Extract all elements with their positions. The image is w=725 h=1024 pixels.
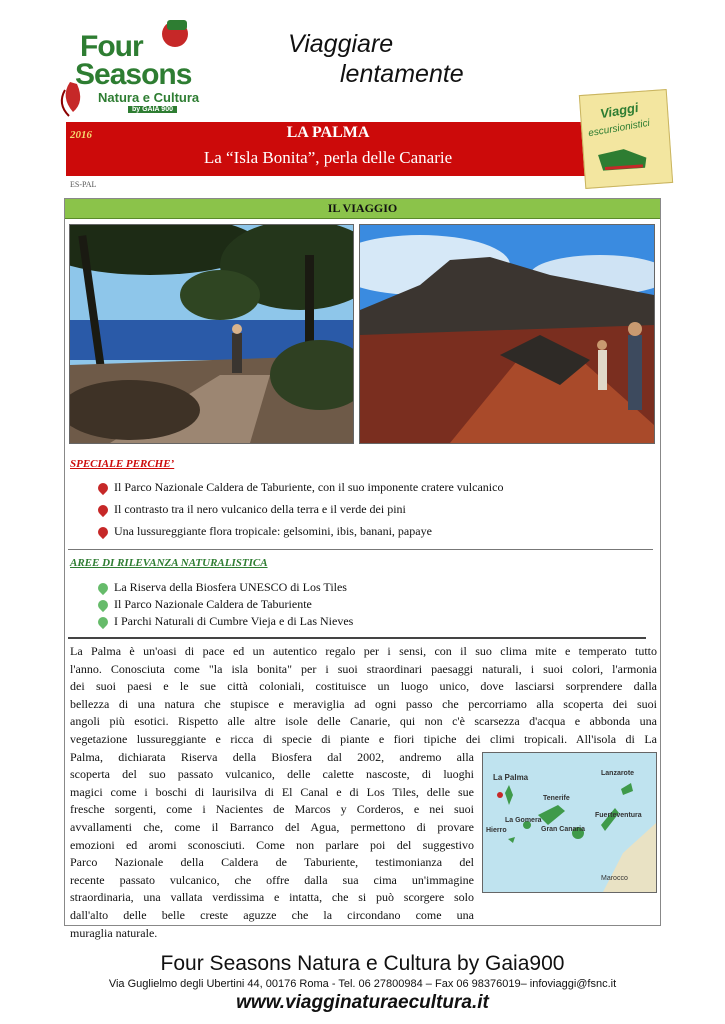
- logo-by: by GAIA 900: [128, 106, 177, 113]
- paragraph-line: magici come i boschi di laurisilva di El Canal e di Los Tiles, delle sue: [70, 784, 474, 799]
- paragraph-line: bellezza di una natura che stupisce e meraviglia ad ogni passo che percorriamo alla scoperta dei suoi: [70, 696, 657, 711]
- map-label-la-gomera: La Gomera: [505, 817, 542, 824]
- banner-title: LA PALMA: [286, 124, 370, 141]
- logo-subtitle: Natura e Cultura: [98, 90, 200, 105]
- forest-trail-photo: [69, 224, 354, 444]
- footer-address: Via Guglielmo degli Ubertini 44, 00176 Roma - Tel. 06 27800984 – Fax 06 98376019– infoviaggi@fsnc.it: [108, 978, 617, 990]
- paragraph-line: muraglia naturale.: [70, 925, 158, 940]
- stamp-text-viaggi: Viaggi: [598, 99, 640, 122]
- paragraph-line: Parco Nazionale della Caldera de Taburiente, testimonianza del: [70, 855, 474, 870]
- paragraph-line: avvallamenti che, come il Barranco del Agua, permettono di provare: [70, 819, 474, 834]
- paragraph-line: fresche sorgenti, come i Nacientes de Marcos y Corderos, e nei suoi: [70, 802, 474, 817]
- map-label-fuerteventura: Fuerteventura: [595, 812, 642, 819]
- divider: [68, 549, 653, 550]
- paragraph-line: La Palma è un'oasi di pace ed un autentico regalo per i sensi, con il suo clima mite e temperato tutto: [70, 644, 657, 658]
- paragraph-line: vegetazione lussureggiante e ricca di specie di piante e fiori tipiche dei climi tropicali. All'isola di La: [70, 731, 657, 746]
- logo-word-seasons: Seasons: [75, 58, 192, 91]
- banner-year: 2016: [70, 129, 92, 141]
- paragraph-line: angoli più esotici. Rispetto alle altre isole delle Canarie, qui non c'è scarsezza d'acqua e abbonda una: [70, 714, 657, 729]
- aree-item: Il Parco Nazionale Caldera de Taburiente: [114, 597, 312, 611]
- banner-subtitle: La “Isla Bonita”, perla delle Canarie: [203, 148, 453, 167]
- paragraph-line: l'anno. Conosciuta come "la isla bonita" per i suoi straordinari paesaggi naturali, i suoi colori, l'armonia: [70, 661, 657, 676]
- paragraph-line: scoperta del suo passato vulcanico, delle calette nascoste, di luoghi: [70, 767, 474, 782]
- divider: [68, 637, 646, 639]
- section-title: IL VIAGGIO: [327, 201, 398, 215]
- footer-website[interactable]: www.viagginaturaecultura.it: [236, 992, 489, 1013]
- paragraph-line: recente passato vulcanico, che offre dalla sua cima un'immagine: [70, 872, 474, 887]
- tagline-line2: lentamente: [340, 60, 464, 88]
- map-label-la-palma: La Palma: [493, 773, 529, 782]
- paragraph-line: dall'alto delle belle creste aguzze che la circondano come una: [70, 907, 474, 922]
- speciale-item: Il contrasto tra il nero vulcanico della terra e il verde dei pini: [114, 502, 406, 516]
- aree-item: I Parchi Naturali di Cumbre Vieja e di Las Nieves: [114, 614, 354, 628]
- map-label-lanzarote: Lanzarote: [601, 770, 635, 777]
- paragraph-line: Palma, dichiarata Riserva della Biosfera dal 2002, andremo alla: [70, 749, 474, 764]
- stamp-text-escursionistici: escursionistici: [587, 117, 651, 140]
- speciale-heading: SPECIALE PERCHE’: [70, 458, 175, 470]
- speciale-item: Il Parco Nazionale Caldera de Taburiente, con il suo imponente cratere vulcanico: [114, 480, 504, 494]
- tagline-line1: Viaggiare: [288, 30, 394, 58]
- footer-company: Four Seasons Natura e Cultura by Gaia900: [160, 952, 565, 975]
- speciale-item: Una lussureggiante flora tropicale: gelsomini, ibis, banani, papaye: [114, 524, 432, 538]
- map-label-tenerife: Tenerife: [543, 795, 570, 802]
- map-label-marocco: Marocco: [601, 875, 628, 882]
- aree-heading: AREE DI RILEVANZA NATURALISTICA: [70, 557, 268, 569]
- map-label-gran-canaria: Gran Canaria: [541, 826, 585, 833]
- description-paragraph: [70, 643, 657, 942]
- paragraph-line: straordinaria, una vallata verdissima e intatta, che si può scorgere solo: [70, 890, 474, 905]
- paragraph-line: emozioni ed aromi sconosciuti. Come non parlare poi del suggestivo: [70, 837, 474, 852]
- aree-item: La Riserva della Biosfera UNESCO di Los Tiles: [114, 580, 347, 594]
- volcano-photo: [359, 224, 655, 444]
- map-label-hierro: Hierro: [486, 827, 507, 834]
- paragraph-line: dei suoi paesi e le sue città coloniali, costituisce un luogo unico, dove lasciarsi sorprendere dalla: [70, 679, 657, 694]
- trip-code: ES-PAL: [70, 180, 97, 189]
- logo-word-four: Four: [80, 30, 143, 63]
